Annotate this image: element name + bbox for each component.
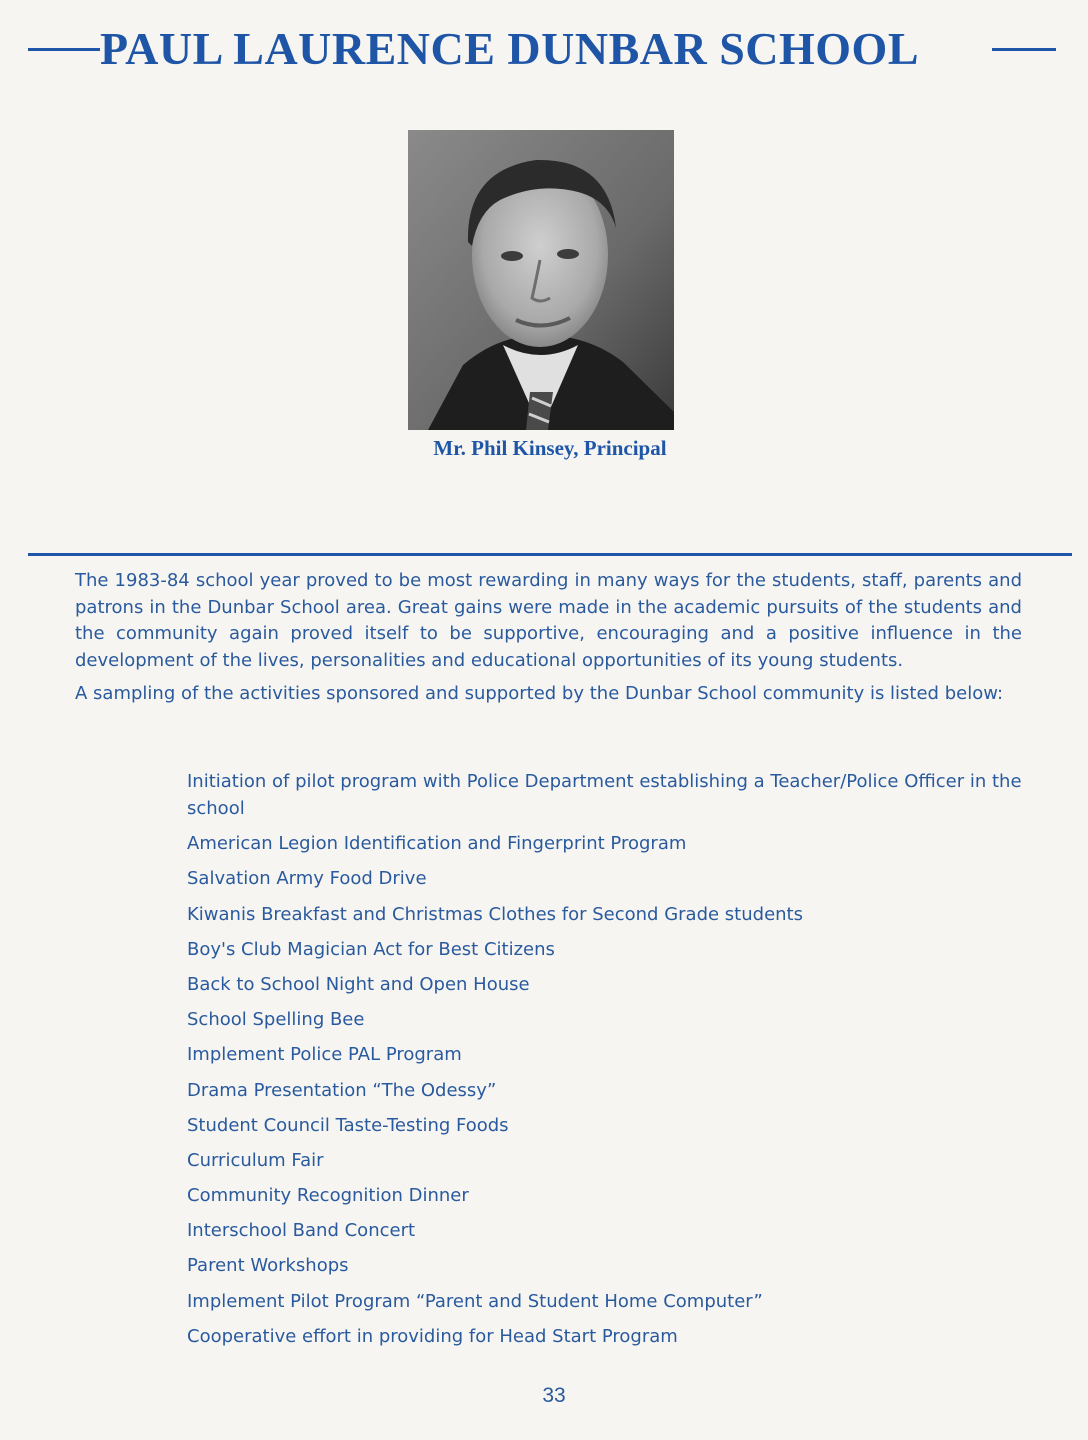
list-item: Boy's Club Magician Act for Best Citizens [187, 938, 555, 960]
body-text [75, 568, 1022, 715]
list-item: Kiwanis Breakfast and Christmas Clothes for Second Grade students [187, 903, 803, 925]
page-header [0, 24, 1088, 74]
list-item: Student Council Taste-Testing Foods [187, 1114, 509, 1136]
list-item: Implement Pilot Program “Parent and Student Home Computer” [187, 1290, 763, 1312]
list-item: Curriculum Fair [187, 1149, 324, 1171]
list-item: Salvation Army Food Drive [187, 868, 427, 890]
header-rule-right [992, 48, 1056, 51]
list-item: Cooperative effort in providing for Head Start Program [187, 1325, 678, 1347]
intro-paragraph: The 1983-84 school year proved to be most rewarding in many ways for the students, staff, parents and patrons in the Dunbar School area. Great gains were made in the academic pursuits of the students and the community again proved itself to be supportive, encouraging and a positive influence in the development of the lives, personalities and educational opportunities of its young students. [75, 570, 1022, 671]
list-item: Implement Police PAL Program [187, 1044, 462, 1066]
portrait-image [408, 130, 674, 430]
section-divider [28, 553, 1072, 556]
list-item: Back to School Night and Open House [187, 973, 530, 995]
page-title: PAUL LAURENCE DUNBAR SCHOOL [100, 23, 920, 74]
list-item: School Spelling Bee [187, 1009, 365, 1031]
list-item: Initiation of pilot program with Police Department establishing a Teacher/Police Officer in the school [187, 771, 1022, 819]
list-item: Community Recognition Dinner [187, 1185, 469, 1207]
list-item: Parent Workshops [187, 1255, 349, 1277]
list-item: Interschool Band Concert [187, 1220, 416, 1242]
header-rule-left [28, 48, 100, 51]
principal-photo [408, 130, 674, 430]
page-number: 33 [542, 1384, 566, 1407]
list-item: American Legion Identification and Fingerprint Program [187, 833, 687, 855]
activities-list [187, 768, 1027, 1358]
lead-in-paragraph: A sampling of the activities sponsored and supported by the Dunbar School community is listed below: [75, 683, 1004, 704]
list-item: Drama Presentation “The Odessy” [187, 1079, 497, 1101]
photo-caption: Mr. Phil Kinsey, Principal [433, 436, 667, 460]
